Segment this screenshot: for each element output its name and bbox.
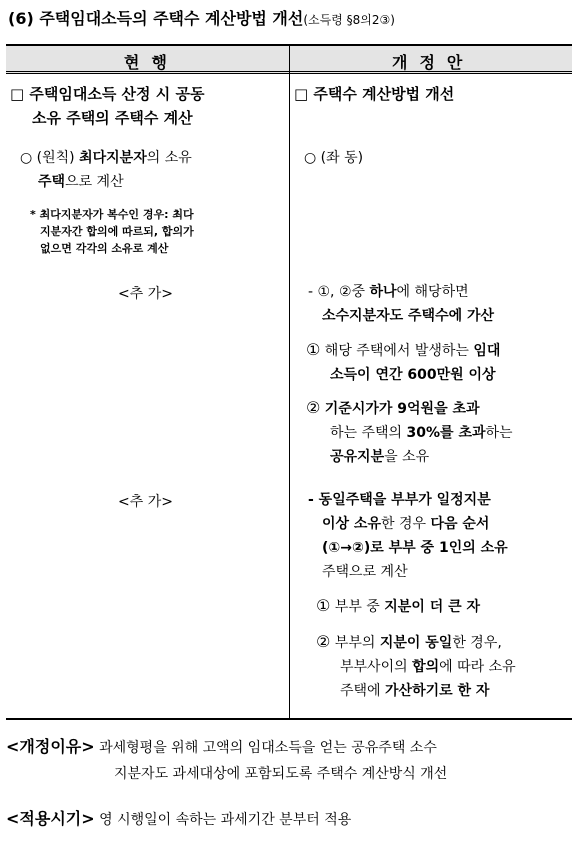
reason-section [6, 734, 447, 787]
current-heading: □ 주택임대소득 산정 시 공동 소유 주택의 주택수 계산 [10, 85, 205, 127]
reason-text-2: 지분자도 과세대상에 포함되도록 주택수 계산방식 개선 [114, 766, 448, 782]
reason-label: <개정이유> [6, 737, 95, 756]
revised-heading: □ 주택수 계산방법 개선 [294, 85, 455, 103]
revised-order-1: ① 부부 중 지분이 더 큰 자 [316, 596, 481, 615]
header-current: 현행 [124, 53, 179, 72]
section-title [8, 6, 395, 29]
timing-text: 영 시행일이 속하는 과세기간 분부터 적용 [99, 812, 352, 828]
revised-condition-1: ① 해당 주택에서 발생하는 임대 소득이 연간 600만원 이상 [306, 340, 501, 383]
title-reference: (소득령 §8의2③) [303, 13, 395, 27]
timing-label: <적용시기> [6, 809, 95, 828]
comparison-table [6, 44, 572, 720]
column-divider [289, 46, 290, 718]
current-add-2: <추 가> [118, 494, 173, 510]
header-revised: 개정안 [392, 53, 475, 72]
timing-section [6, 806, 351, 833]
revised-order-2: ② 부부의 지분이 동일한 경우, 부부사이의 합의에 따라 소유 주택에 가산하기로 한 자 [316, 632, 516, 699]
revised-item-1: - ①, ②중 하나에 해당하면 소수지분자도 주택수에 가산 [308, 284, 495, 324]
current-principle: ○ (원칙) 최다지분자의 소유 주택으로 계산 [20, 150, 192, 190]
current-add-1: <추 가> [118, 286, 173, 302]
current-note: * 최다지분자가 복수인 경우: 최다 지분자간 합의에 따르되, 합의가 없으면 각각의 소유로 계산 [30, 208, 194, 255]
revised-item-2: - 동일주택을 부부가 일정지분 이상 소유한 경우 다음 순서 (①→②)로 부부 중 1인의 소유 주택으로 계산 [308, 492, 508, 580]
revised-condition-2: ② 기준시가가 9억원을 초과 하는 주택의 30%를 초과하는 공유지분을 소유 [306, 398, 513, 465]
title-main: (6) 주택임대소득의 주택수 계산방법 개선 [8, 9, 304, 28]
reason-text-1: 과세형평을 위해 고액의 임대소득을 얻는 공유주택 소수 [99, 740, 437, 756]
revised-same: ○ (좌 동) [304, 150, 364, 166]
